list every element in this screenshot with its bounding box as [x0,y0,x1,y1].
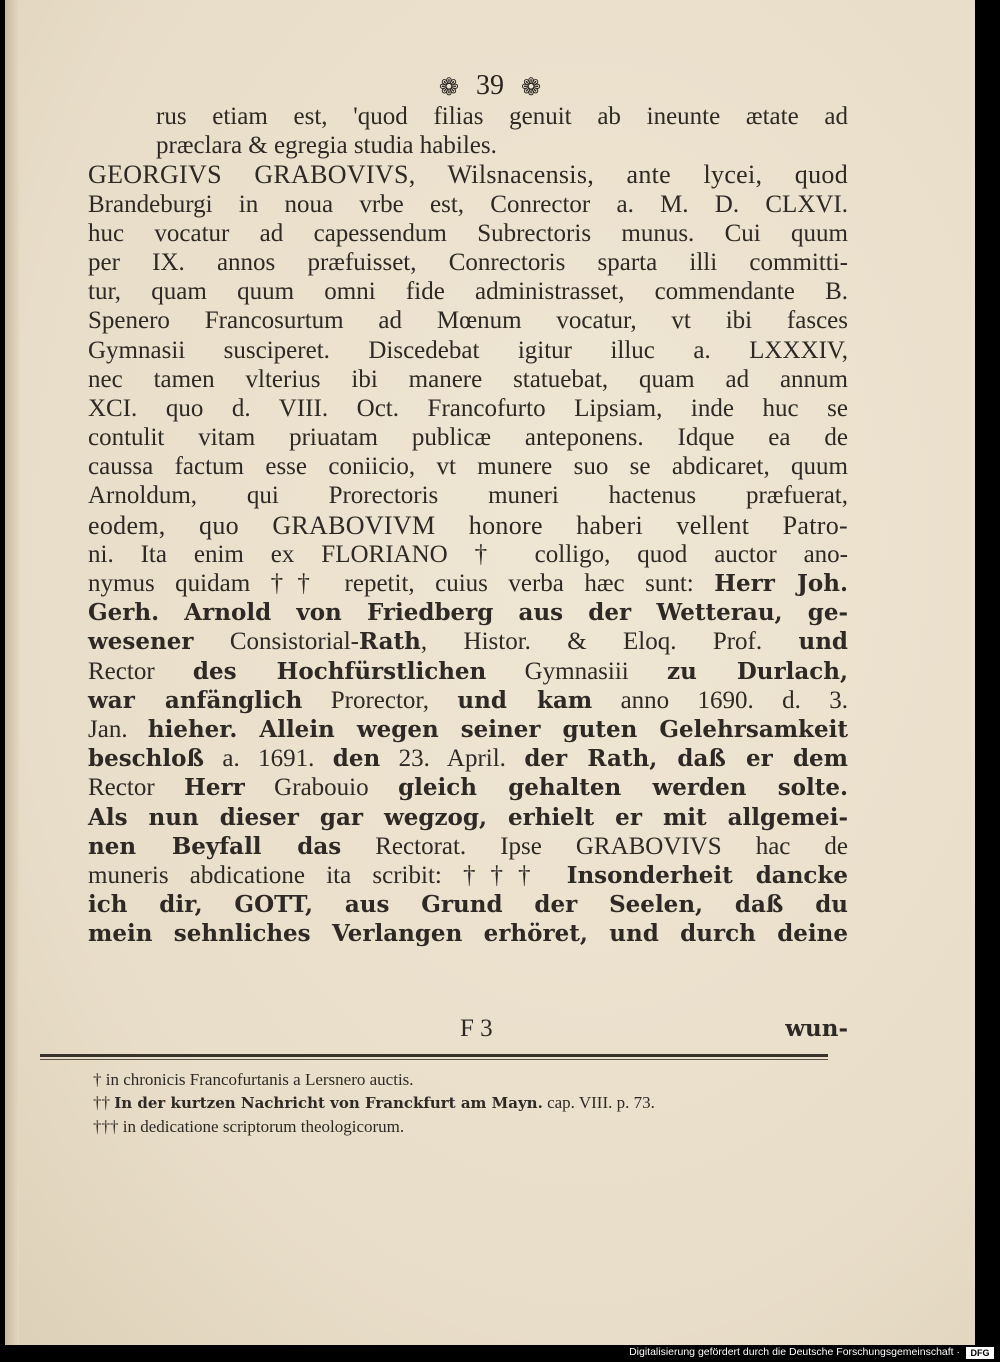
latin-text: Rectorat. Ipse GRABOVIVS hac de [341,832,848,860]
latin-text: nymus quidam †† repetit, cuius verba hæc sunt: [88,570,715,597]
text-line [88,803,848,832]
text-line [88,773,848,802]
text-line [88,190,848,219]
text-line [88,686,848,715]
page-spine-shadow [5,0,19,1345]
fraktur-text: beschloß [88,745,204,773]
text-line [88,715,848,744]
digitization-credit: Digitalisierung gefördert durch die Deutsche Forschungsgemeinschaft · [629,1346,960,1358]
fraktur-text: Insonderheit dancke [566,861,848,889]
text-line [88,452,848,481]
latin-text: huc vocatur ad capessendum Subrectoris munus. Cui quum [88,219,848,247]
latin-text: XCI. quo d. VIII. Oct. Francofurto Lipsiam, inde huc se [88,394,848,422]
text-line [88,598,848,627]
latin-text: anno 1690. d. 3. [592,686,848,714]
text-line [88,160,848,189]
catchword: wun- [785,1015,848,1042]
page-number: 39 [476,70,504,101]
latin-text: nec tamen vlterius ibi manere statuebat, quam ad annum [88,365,848,393]
fraktur-text: Herr Joh. [714,570,849,597]
text-line [88,861,848,890]
fraktur-text: der Rath, daß er dem [524,745,848,773]
latin-text: Rector [88,657,193,685]
latin-text: a. 1691. [203,745,333,773]
latin-text: ††† in dedicatione scriptorum theologicorum. [93,1117,405,1136]
footnote-line [93,1115,813,1138]
latin-text: per IX. annos præfuisset, Conrectoris sparta illi committi- [88,248,848,276]
latin-text: Brandeburgi in noua vrbe est, Conrector a. M. D. CLXVI. [88,190,848,218]
text-line [88,365,848,394]
latin-text: † in chronicis Francofurtanis a Lersnero auctis. [93,1070,414,1089]
footnotes [93,1068,813,1138]
latin-text: eodem, quo GRABOVIVM honore haberi vellent Patro- [88,510,848,540]
latin-text: 23. April. [380,745,525,773]
fraktur-text: In der kurtzen Nachricht von Franckfurt am Mayn. [114,1094,543,1112]
text-line [88,481,848,510]
latin-text: contulit vitam priuatam publicæ anteponens. Idque ea de [88,424,848,452]
fraktur-text: Gerh. Arnold von Friedberg aus der Wetterau, ge- [88,599,848,627]
latin-text: Spenero Francosurtum ad Mœnum vocatur, vt ibi fasces [88,307,848,335]
fraktur-text: Rath [359,628,421,656]
latin-text: Grabouio [244,774,399,802]
latin-text: tur, quam quum omni fide administrasset, commendante B. [88,278,848,306]
text-line [88,131,848,160]
latin-text: Gymnasiii [486,657,668,685]
fraktur-text: gleich gehalten werden solte. [398,774,849,802]
latin-text: caussa factum esse coniicio, vt munere suo se abdicaret, quum [88,453,848,481]
fraktur-text: und [798,628,848,656]
latin-text: Gymnasii susciperet. Discedebat igitur illuc a. LXXXIV, [88,336,848,364]
latin-text: cap. VIII. p. 73. [542,1093,655,1112]
text-line [88,627,848,656]
latin-text: Prorector, [302,686,458,714]
book-page [5,0,975,1345]
dfg-logo: DFG [966,1347,994,1359]
text-line [88,336,848,365]
fraktur-text: Als nun dieser gar wegzog, erhielt er mit allgemei- [88,803,848,831]
latin-text: Rector [88,774,185,802]
text-line [88,919,848,948]
fraktur-text: den [332,745,381,773]
body-text [88,102,848,948]
latin-text: rus etiam est, 'quod filias genuit ab ineunte ætate ad [156,103,848,130]
latin-text: Consistorial- [193,628,360,656]
text-line [88,657,848,686]
footnote-line [93,1068,813,1091]
fraktur-text: war anfänglich [88,686,303,714]
page-header [5,70,975,102]
text-line [88,394,848,423]
fraktur-text: und kam [457,686,593,714]
latin-text: muneris abdicatione ita scribit: ††† [88,861,567,889]
flower-ornament-icon: ❁ [521,75,542,102]
latin-text: Arnoldum, qui Prorectoris muneri hactenus præfuerat, [88,482,848,510]
fraktur-text: ich dir, GOTT, aus Grund der Seelen, daß du [88,891,848,919]
footnote-rule [40,1054,828,1057]
fraktur-text: nen Beyfall das [88,832,342,860]
text-line [88,306,848,335]
latin-text: ni. Ita enim ex FLORIANO † colligo, quod auctor ano- [88,540,848,568]
fraktur-text: hieher. Allein wegen seiner guten Gelehrsamkeit [147,715,848,743]
fraktur-text: Herr [184,774,245,802]
latin-text: , Histor. & Eloq. Prof. [420,628,799,656]
latin-text: †† [93,1093,115,1112]
text-line [88,102,848,131]
text-line [88,832,848,861]
text-line [88,511,848,540]
fraktur-text: wesener [88,628,194,656]
text-line [88,890,848,919]
footnote-line [93,1091,813,1115]
text-line [88,423,848,452]
latin-text: præclara & egregia studia habiles. [156,132,497,160]
text-line [88,248,848,277]
text-line [88,744,848,773]
latin-text: GEORGIVS GRABOVIVS, Wilsnacensis, ante lycei, quod [88,160,848,190]
text-line [88,219,848,248]
footnote-rule-thin [40,1059,828,1060]
fraktur-text: mein sehnliches Verlangen erhöret, und durch deine [88,920,848,948]
text-line [88,277,848,306]
catch-row [88,1015,848,1045]
flower-ornament-icon: ❁ [438,75,459,102]
text-line [88,569,848,598]
fraktur-text: des Hochfürstlichen [192,657,487,685]
text-line [88,540,848,569]
fraktur-text: zu Durlach, [667,657,849,685]
latin-text: Jan. [88,715,148,743]
signature-mark: F 3 [460,1015,493,1042]
